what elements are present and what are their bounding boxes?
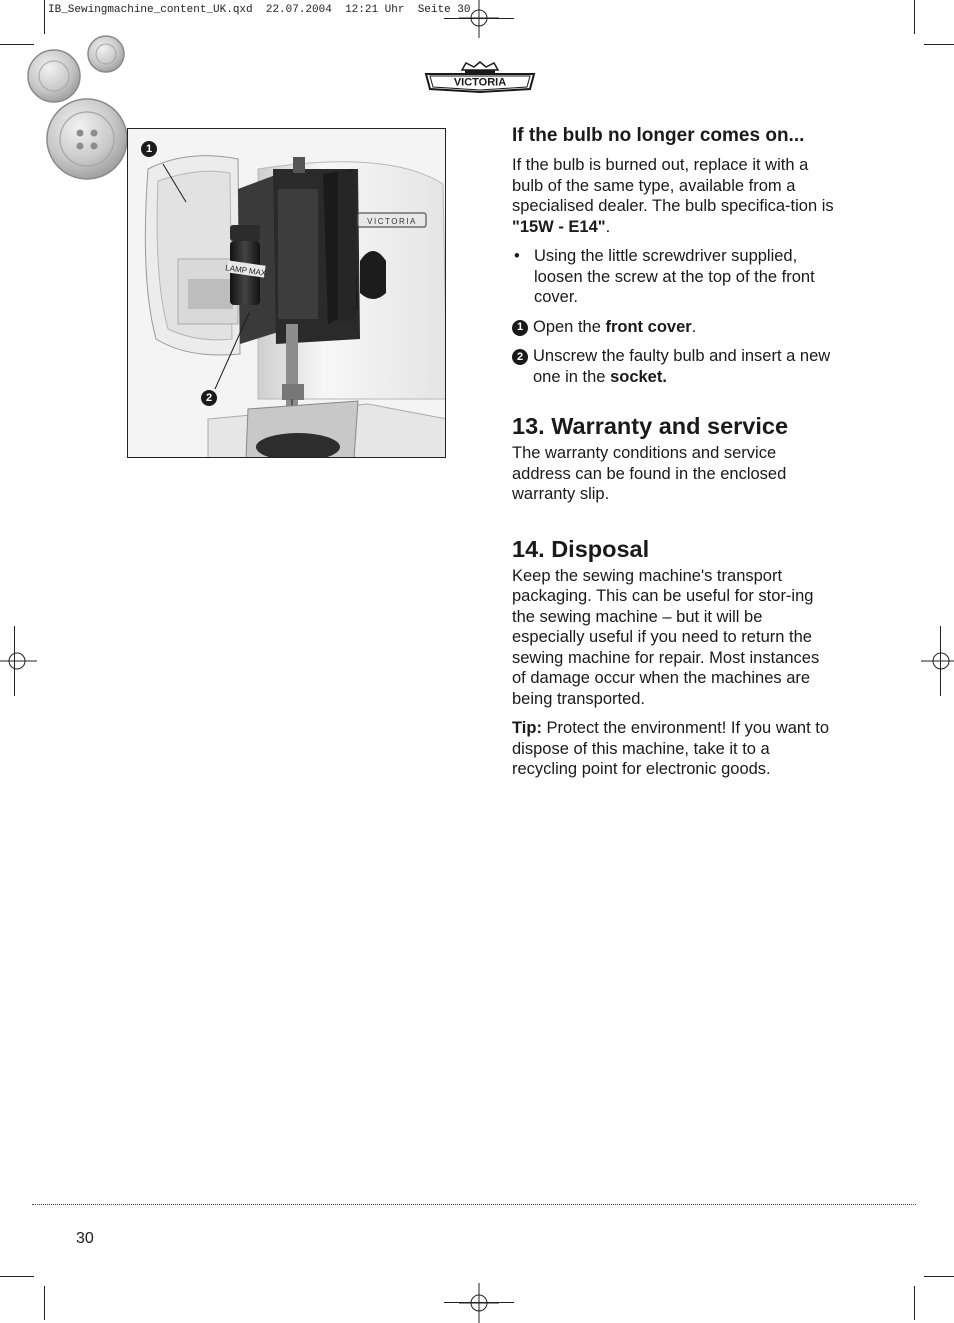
bulb-intro-text: If the bulb is burned out, replace it with a bulb of the same type, available from a specialised dealer. The bulb specifica-tion is: [512, 156, 834, 215]
slug-time: 12:21 Uhr: [345, 4, 405, 16]
step-1-text-end: .: [691, 317, 697, 336]
bulb-heading: If the bulb no longer comes on...: [512, 125, 805, 146]
slug-date: 22.07.2004: [265, 4, 332, 16]
embossed-brand: VICTORIA: [367, 217, 417, 226]
crop-mark: [914, 0, 915, 34]
victoria-logo: [424, 60, 536, 94]
callout-1: 1: [141, 141, 157, 157]
bulb-spec: "15W - E14": [512, 217, 606, 236]
logo-text: VICTORIA: [453, 76, 507, 89]
lamp-label: LAMP MAX: [224, 263, 267, 278]
bullet-mark: •: [514, 247, 520, 265]
sewing-buttons-decoration-icon: [26, 34, 136, 184]
step-1-number-icon: 1: [512, 320, 528, 336]
bulb-bullet: [512, 246, 834, 308]
crop-mark: [44, 0, 45, 34]
crop-mark: [0, 1276, 34, 1277]
page-number: 30: [76, 1230, 94, 1247]
footer-rule: [32, 1204, 916, 1205]
crop-mark: [914, 1286, 915, 1320]
callout-2: 2: [201, 390, 217, 406]
section-gap: [512, 514, 834, 534]
disposal-tip: [512, 718, 834, 780]
disposal-heading: 14. Disposal: [512, 535, 650, 562]
bulb-intro-end: .: [605, 217, 611, 236]
slug-file: IB_Sewingmachine_content_UK.qxd: [48, 4, 253, 16]
step-1-bold: front cover: [605, 317, 692, 336]
step-1-text: [533, 317, 696, 338]
step-2-number-icon: 2: [512, 349, 528, 365]
tip-text: Protect the environment! If you want to dispose of this machine, take it to a recycling point for electronic goods.: [512, 719, 830, 778]
registration-mark-icon: [921, 641, 954, 681]
step-2-text: [533, 346, 834, 387]
crop-mark: [924, 44, 954, 45]
content-column: [512, 124, 834, 789]
disposal-text: Keep the sewing machine's transport packaging. This can be useful for stor-ing the sewing machine – but it will be especially useful if you need to return the sewing machine for repair. Most instances of damage occur when the machines are being transported.: [512, 566, 820, 708]
warranty-text: The warranty conditions and service address can be found in the enclosed warranty slip.: [512, 444, 787, 503]
crop-mark: [44, 1286, 45, 1320]
slug-page: Seite 30: [417, 4, 471, 16]
warranty-heading: 13. Warranty and service: [512, 413, 789, 439]
registration-mark-icon: [459, 0, 499, 38]
step-1-text-start: Open the: [533, 317, 606, 336]
bulb-step-2: [512, 346, 834, 387]
registration-mark-icon: [0, 641, 37, 681]
bullet-text: Using the little screwdriver supplied, loosen the screw at the top of the front cover.: [534, 247, 815, 306]
tip-label: Tip:: [512, 719, 542, 737]
section-gap: [512, 396, 834, 411]
crop-mark: [924, 1276, 954, 1277]
bulb-intro: [512, 155, 834, 237]
step-2-text-start: Unscrew the faulty bulb and insert a new one in the: [533, 347, 831, 386]
bulb-step-1: [512, 317, 834, 338]
step-2-bold: socket.: [610, 367, 667, 386]
registration-mark-icon: [459, 1283, 499, 1323]
print-slug: [48, 4, 471, 16]
sewing-machine-photo: [127, 128, 446, 458]
